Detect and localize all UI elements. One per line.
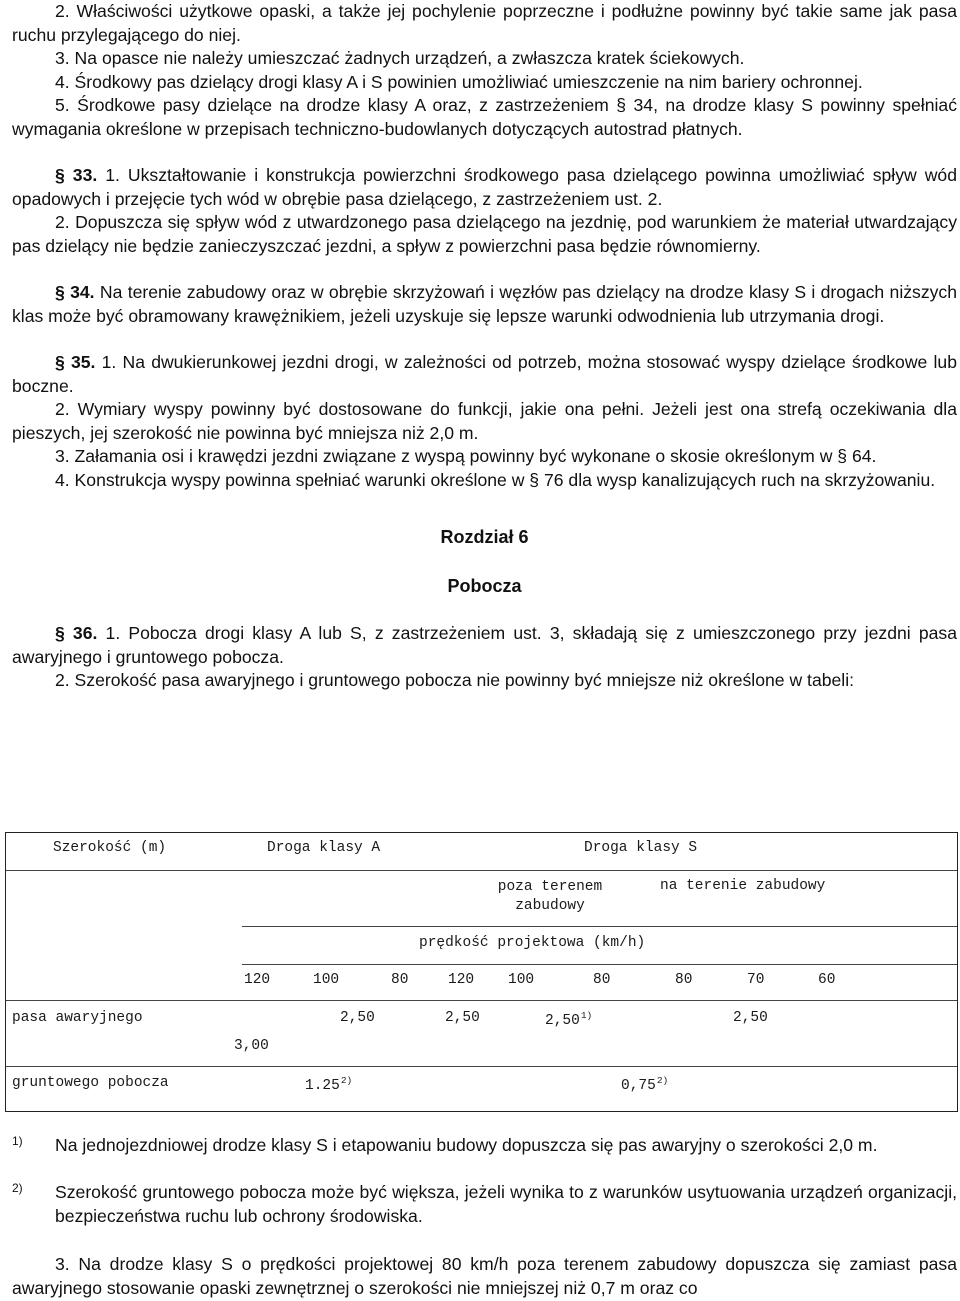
section-33-number: § 33. <box>55 165 98 185</box>
section-33-para-1: § 33. 1. Ukształtowanie i konstrukcja powierzchni środkowego pasa dzielącego powinna umożliwiać spływ wód opadowych i przejęcie tych wód w obrębie pasa dzielącego, z zastrzeżeniem ust. 2. <box>12 165 957 209</box>
header-class-s: Droga klasy S <box>584 840 698 856</box>
footnote-1-number: 1) <box>12 1134 23 1148</box>
header-inside-built-up: na terenie zabudowy <box>660 878 826 894</box>
footnote-1 <box>12 1134 957 1158</box>
row-soft-shoulder-label: gruntowego pobocza <box>12 1075 169 1091</box>
table-rule <box>6 870 957 871</box>
paragraph-opaska-3: 3. Na opasce nie należy umieszczać żadnych urządzeń, a zwłaszcza kratek ściekowych. <box>55 48 745 68</box>
section-35-para-1: § 35. 1. Na dwukierunkowej jezdni drogi, w zależności od potrzeb, można stosować wyspy dzielące środkowe lub boczne. <box>12 352 957 396</box>
section-34-para-1: § 34. Na terenie zabudowy oraz w obrębie skrzyżowań i węzłów pas dzielący na drodze klasy S i drogach niższych klas może być obramowany krawężnikiem, jeżeli uzyskuje się lepsze warunki odwodnienia lub utrzymania drogi. <box>12 282 957 326</box>
section-36-para-3: 3. Na drodze klasy S o prędkości projektowej 80 km/h poza terenem zabudowy dopuszcza się zamiast pasa awaryjnego stosowanie opaski zewnętrznej o szerokości nie mniejszej niż 0,7 m oraz co <box>12 1254 957 1298</box>
speed-a-120: 120 <box>244 972 271 988</box>
section-36-number: § 36. <box>55 623 98 643</box>
footnote-2 <box>12 1181 957 1228</box>
chapter-title: Pobocza <box>447 575 522 596</box>
table-rule <box>242 926 957 927</box>
section-36-para-3-wrap <box>12 1253 957 1300</box>
row-emergency-lane-label: pasa awaryjnego <box>12 1010 143 1026</box>
row-soft-shoulder-s: 0,75$^{2)}$ <box>621 1075 669 1094</box>
header-design-speed: prędkość projektowa (km/h) <box>419 935 646 951</box>
row-emergency-lane-a-rest: 2,50 <box>340 1010 375 1026</box>
speed-s-100: 100 <box>508 972 535 988</box>
row-emergency-lane-s-80: 2,50$^{1)}$ <box>545 1010 593 1029</box>
paragraph-opaska-2: 2. Właściwości użytkowe opaski, a także jej pochylenie poprzeczne i podłużne powinny być takie same jak pasa ruchu przylegającego do niej. <box>12 1 957 45</box>
speed-s-80-inside: 80 <box>675 972 693 988</box>
shoulder-width-table <box>5 832 958 1112</box>
header-width: Szerokość (m) <box>53 840 167 856</box>
speed-a-100: 100 <box>313 972 340 988</box>
table-rule <box>6 1000 957 1001</box>
footnote-1-text: Na jednojezdniowej drodze klasy S i etapowaniu budowy dopuszcza się pas awaryjny o szerokości 2,0 m. <box>55 1135 878 1155</box>
speed-s-120: 120 <box>448 972 475 988</box>
document-body <box>12 0 957 693</box>
row-emergency-lane-a-120: 3,00 <box>234 1038 269 1054</box>
row-emergency-lane-s-inside: 2,50 <box>733 1010 768 1026</box>
speed-s-80-outside: 80 <box>593 972 611 988</box>
section-35-number: § 35. <box>55 352 96 372</box>
table-rule <box>6 1066 957 1067</box>
row-emergency-lane-s-outside: 2,50 <box>445 1010 480 1026</box>
footnote-ref-2: 2) <box>340 1075 353 1086</box>
header-class-a: Droga klasy A <box>267 840 381 856</box>
footnote-2-text: Szerokość gruntowego pobocza może być większa, jeżeli wynika to z warunków usytuowania urządzeń organizacji, bezpieczeństwa ruchu lub ochrony środowiska. <box>55 1182 957 1226</box>
paragraph-pas-5: 5. Środkowe pasy dzielące na drodze klasy A oraz, z zastrzeżeniem § 34, na drodze klasy S powinny spełniać wymagania określone w przepisach techniczno-budowlanych dotyczących autostrad płatnych. <box>12 95 957 139</box>
section-34-number: § 34. <box>55 282 95 302</box>
chapter-number: Rozdział 6 <box>440 527 529 547</box>
row-soft-shoulder-a: 1.25$^{2)}$ <box>305 1075 353 1094</box>
footnote-ref-2: 2) <box>656 1075 669 1086</box>
paragraph-pas-4: 4. Środkowy pas dzielący drogi klasy A i S powinien umożliwiać umieszczenie na nim bariery ochronnej. <box>55 71 863 92</box>
section-35-para-4: 4. Konstrukcja wyspy powinna spełniać warunki określone w § 76 dla wysp kanalizujących ruch na skrzyżowaniu. <box>55 469 936 490</box>
table-rule <box>242 964 957 965</box>
speed-s-70: 70 <box>747 972 765 988</box>
section-35-para-2: 2. Wymiary wyspy powinny być dostosowane do funkcji, jakie ona pełni. Jeżeli jest ona strefą oczekiwania dla pieszych, jej szerokość nie powinna być mniejsza niż 2,0 m. <box>12 399 957 443</box>
section-35-para-3: 3. Załamania osi i krawędzi jezdni związane z wyspą powinny być wykonane o skosie określonym w § 64. <box>55 446 877 466</box>
section-36-para-1: § 36. 1. Pobocza drogi klasy A lub S, z zastrzeżeniem ust. 3, składają się z umieszczonego przy jezdni pasa awaryjnego i gruntowego pobocza. <box>12 623 957 667</box>
footnote-2-number: 2) <box>12 1181 23 1195</box>
section-33-para-2: 2. Dopuszcza się spływ wód z utwardzonego pasa dzielącego na jezdnię, pod warunkiem że materiał utwardzający pas dzielący nie będzie zanieczyszczać jezdni, a spływ z powierzchni pasa będzie równomierny. <box>12 212 957 256</box>
header-outside-built-up: poza terenem zabudowy <box>497 879 603 914</box>
footnote-ref-1: 1) <box>580 1010 593 1021</box>
speed-s-60: 60 <box>818 972 836 988</box>
speed-a-80: 80 <box>391 972 409 988</box>
section-36-para-2: 2. Szerokość pasa awaryjnego i gruntowego pobocza nie powinny być mniejsze niż określone w tabeli: <box>55 670 855 690</box>
